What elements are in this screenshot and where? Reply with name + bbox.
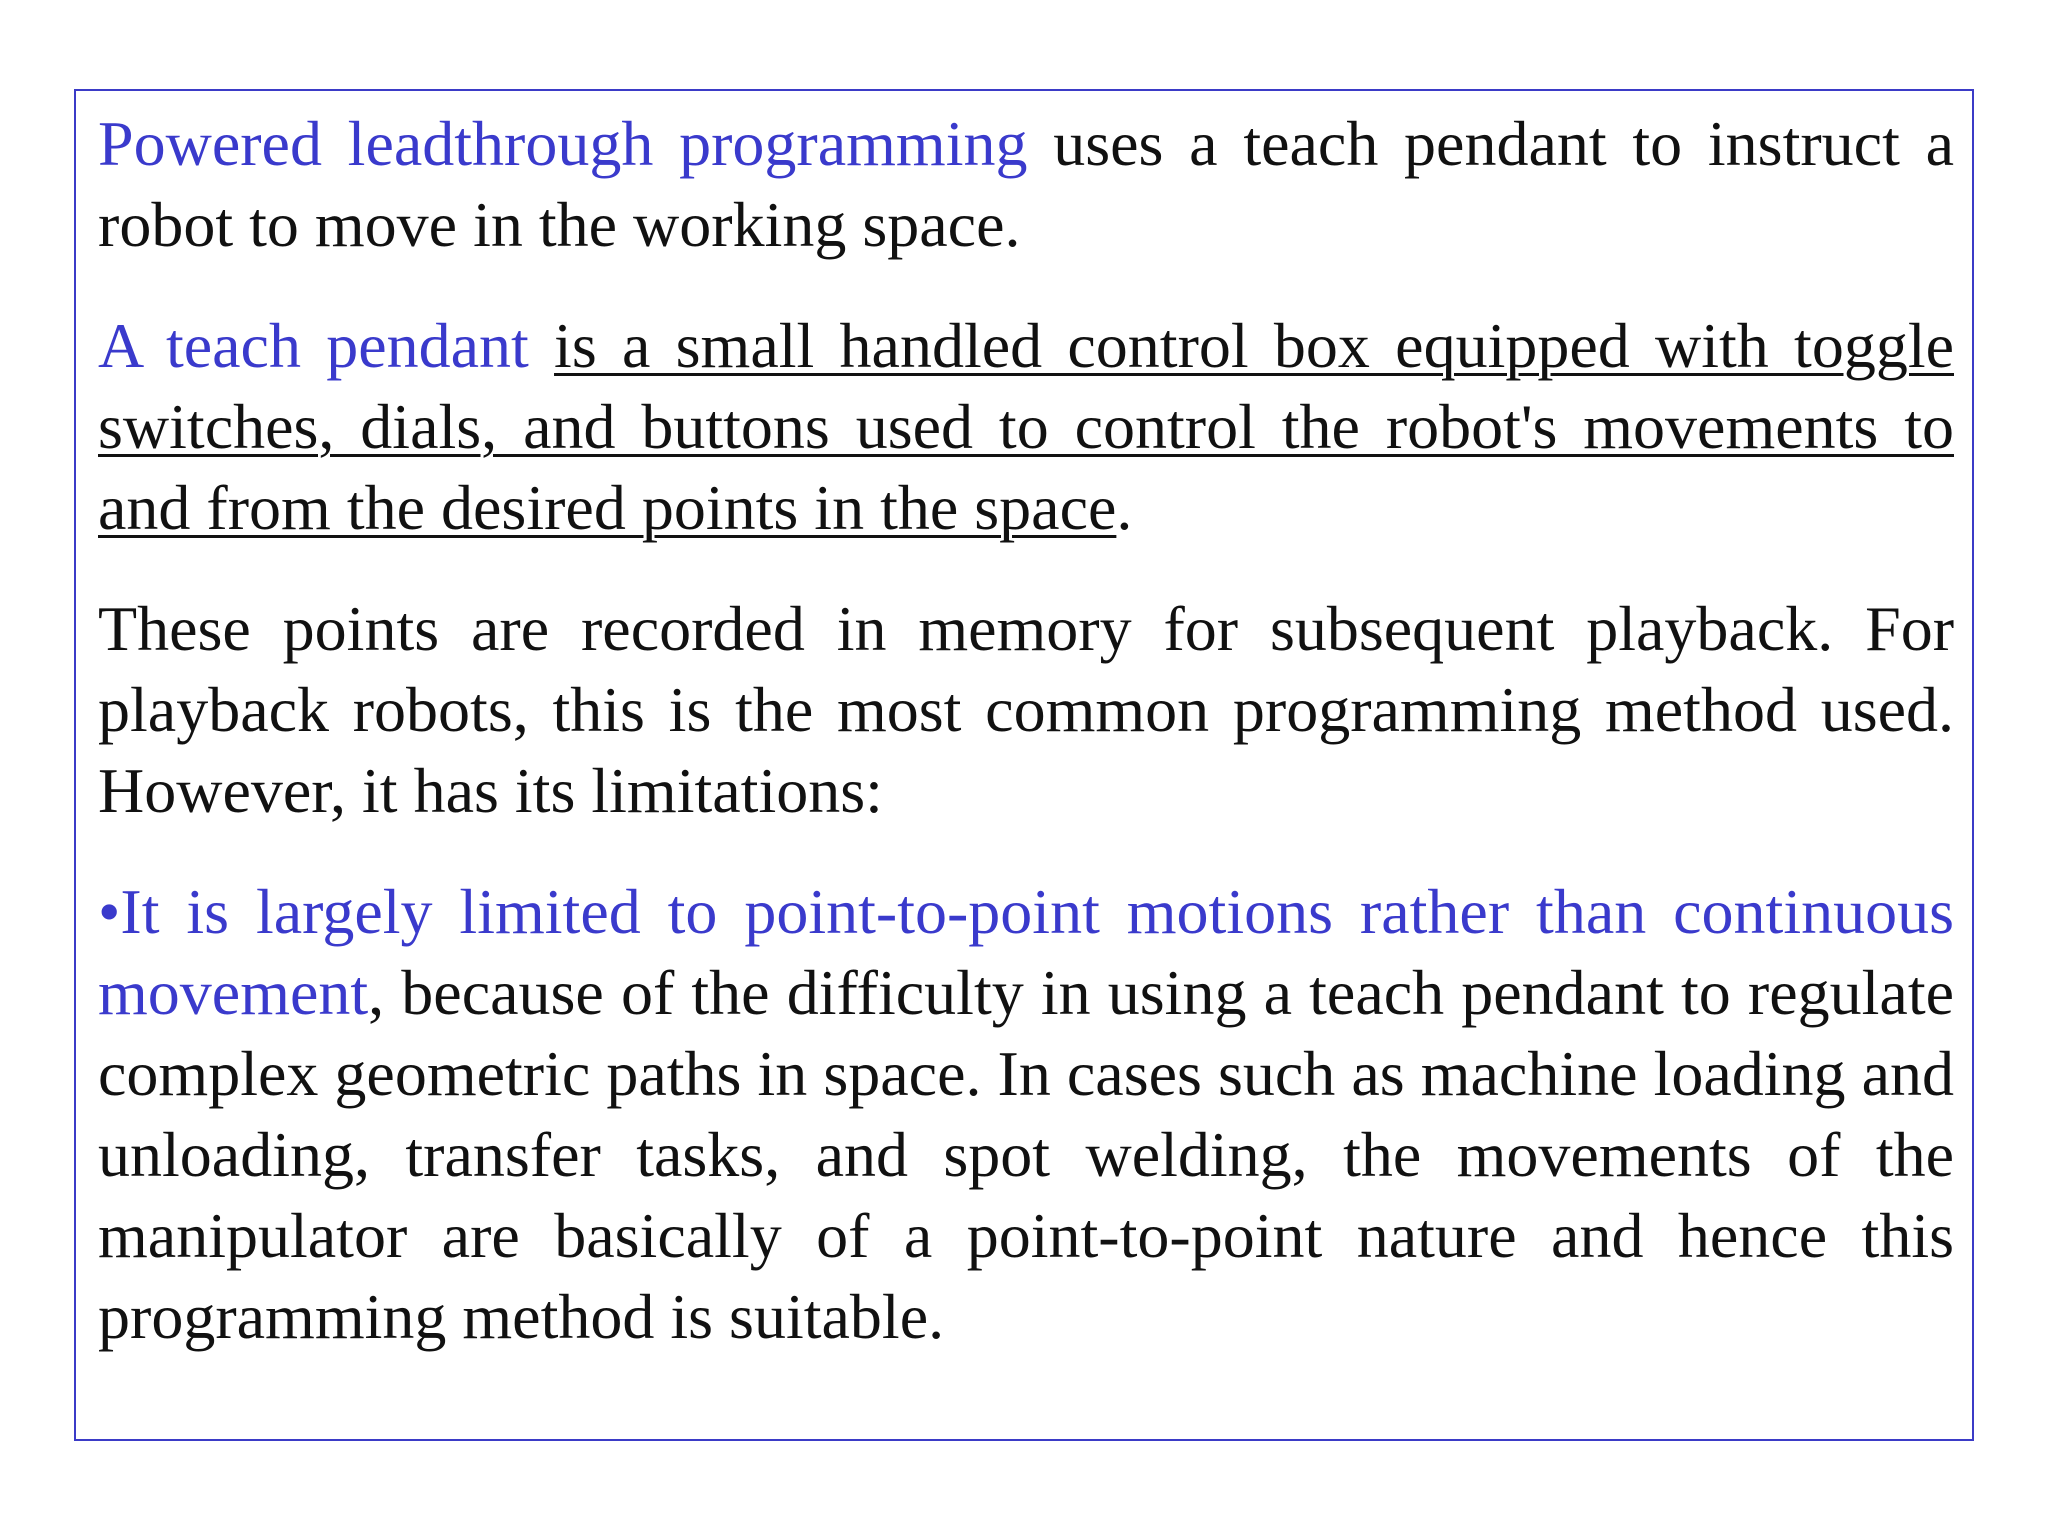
- paragraph-2-space: [529, 310, 554, 381]
- slide-text-frame: [74, 89, 1974, 1441]
- slide-body: [98, 103, 1954, 1357]
- paragraph-4-text: , because of the difficulty in using a teach pendant to regulate complex geometric paths in space. In cases such as machine loading and unloading, transfer tasks, and spot welding, the movements of the manipulator are basically of a point-to-point nature and hence this programming method is suitable.: [98, 957, 1954, 1352]
- paragraph-powered-leadthrough: [98, 103, 1954, 265]
- paragraph-playback: [98, 588, 1954, 831]
- paragraph-limitation-bullet: [98, 871, 1954, 1357]
- term-powered-leadthrough-programming: Powered leadthrough programming: [98, 108, 1028, 179]
- limitation-highlight: •It is largely limited to point-to-point motions rather than continuous movement: [98, 876, 1954, 1028]
- term-teach-pendant: A teach pendant: [98, 310, 529, 381]
- teach-pendant-definition: is a small handled control box equipped with toggle switches, dials, and buttons used to control the robot's movements to and from the desired points in the space: [98, 310, 1954, 543]
- paragraph-2-end: .: [1116, 472, 1133, 543]
- paragraph-1-text: uses a teach pendant to instruct a robot to move in the working space.: [98, 108, 1955, 260]
- paragraph-3-text: These points are recorded in memory for subsequent playback. For playback robots, this is the most common programming method used. However, it has its limitations:: [98, 593, 1954, 826]
- paragraph-teach-pendant-definition: [98, 305, 1954, 548]
